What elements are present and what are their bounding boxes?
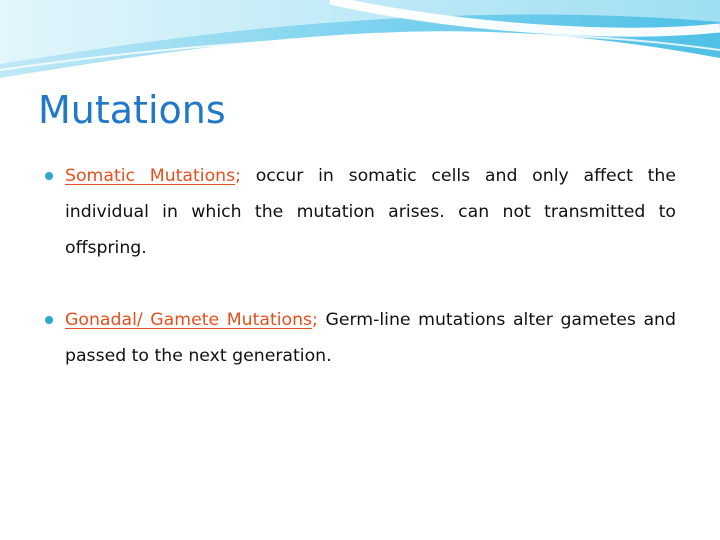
bullet-somatic-mutations [44,158,676,266]
term-somatic-mutations: Somatic Mutations; [65,166,241,186]
bullet-text-somatic: occur in somatic cells and only affect the individual in which the mutation arises. can not transmitted to offspring. [65,166,677,258]
term-gonadal-gamete-mutations: Gonadal/ Gamete Mutations; [65,310,318,330]
bullet-dot-icon [45,316,53,324]
bullet-gonadal-gamete-mutations [44,302,676,374]
bullet-list [44,158,676,410]
slide-title: Mutations [38,88,226,132]
bullet-text-gonadal: Germ-line mutations alter gametes and passed to the next generation. [65,310,676,366]
bullet-dot-icon [45,172,53,180]
header-wave-decoration [0,0,720,80]
